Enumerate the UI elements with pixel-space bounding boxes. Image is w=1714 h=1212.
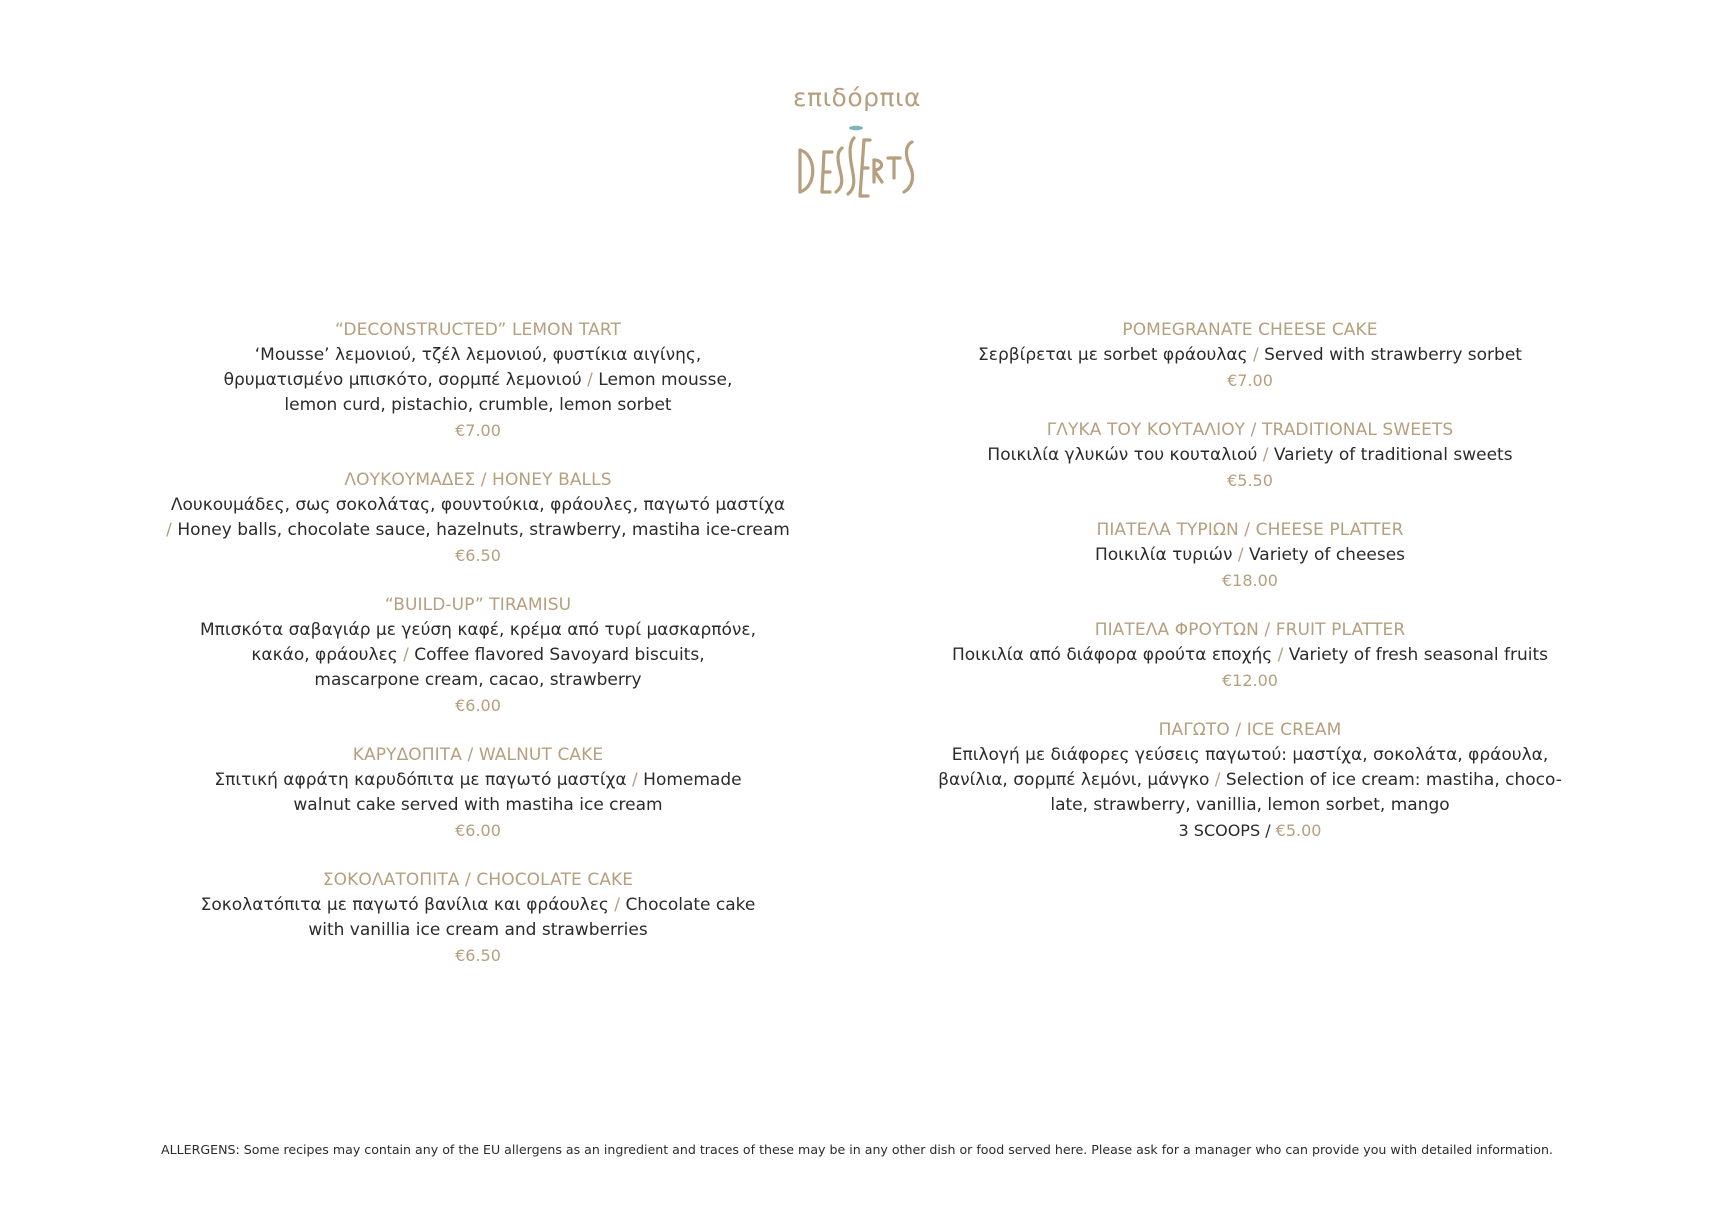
- item-title: ΚΑΡΥΔΟΠΙΤΑ / WALNUT CAKE: [352, 745, 604, 765]
- item-description: [128, 618, 828, 693]
- item-description: [128, 493, 828, 543]
- item-description: [900, 343, 1600, 368]
- menu-item: [128, 743, 828, 843]
- description-greek: Ποικιλία γλυκών του κουταλιού: [987, 445, 1258, 465]
- description-line: with vanillia ice cream and strawberries: [308, 920, 648, 940]
- item-title: ΠΙΑΤΕΛΑ ΤΥΡΙΩΝ / CHEESE PLATTER: [1096, 520, 1404, 540]
- menu-header: [0, 82, 1714, 198]
- item-description: [900, 443, 1600, 468]
- description-separator: /: [1214, 770, 1221, 790]
- description-english: Chocolate cake: [625, 895, 756, 915]
- description-greek: Ποικιλία τυριών: [1094, 545, 1233, 565]
- description-english: Variety of fresh seasonal fruits: [1288, 645, 1548, 665]
- description-line: [900, 768, 1600, 793]
- menu-item: [128, 318, 828, 443]
- description-line: [128, 893, 828, 918]
- menu-item: [900, 518, 1600, 593]
- description-english: Variety of traditional sweets: [1273, 445, 1513, 465]
- description-separator: /: [587, 370, 593, 390]
- description-line: lemon curd, pistachio, crumble, lemon sorbet: [284, 395, 672, 415]
- description-separator: /: [632, 770, 638, 790]
- item-title: ΛΟΥΚΟΥΜΑΔΕΣ / HONEY BALLS: [344, 470, 612, 490]
- description-line: late, strawberry, vanillia, lemon sorbet, mango: [1050, 795, 1450, 815]
- logo-lettering: [800, 138, 912, 196]
- menu-item: [128, 468, 828, 568]
- description-line: [128, 768, 828, 793]
- menu-item: [128, 593, 828, 718]
- menu-item: [900, 418, 1600, 493]
- menu-item: [128, 868, 828, 968]
- description-separator: /: [1262, 445, 1269, 465]
- description-line: [128, 518, 828, 543]
- item-price: €7.00: [455, 421, 501, 440]
- description-line: [900, 643, 1600, 668]
- item-title: ΓΛΥΚΑ ΤΟΥ ΚΟΥΤΑΛΙΟΥ / TRADITIONAL SWEETS: [1046, 420, 1454, 440]
- description-separator: /: [403, 645, 409, 665]
- allergens-notice: ALLERGENS: Some recipes may contain any of the EU allergens as an ingredient and traces of these may be in any other dish or food served here. Please ask for a manager who can provide you with detailed information.: [161, 1142, 1553, 1157]
- description-separator: /: [614, 895, 621, 915]
- desserts-logo: [794, 122, 920, 198]
- item-title: “DECONSTRUCTED” LEMON TART: [335, 320, 621, 340]
- item-price: €6.00: [455, 821, 501, 840]
- item-price: €18.00: [1222, 571, 1278, 590]
- description-greek: Σπιτική αφράτη καρυδόπιτα με παγωτό μαστίχα: [214, 770, 627, 790]
- description-greek: βανίλια, σορμπέ λεμόνι, μάνγκο: [938, 770, 1210, 790]
- description-separator: /: [1277, 645, 1284, 665]
- item-price: €12.00: [1222, 671, 1278, 690]
- scoops-label: 3 SCOOPS /: [1178, 821, 1271, 840]
- description-line: Μπισκότα σαβαγιάρ με γεύση καφέ, κρέμα από τυρί μασκαρπόνε,: [199, 620, 757, 640]
- left-menu-column: [128, 318, 828, 993]
- item-price: €7.00: [1227, 371, 1273, 390]
- description-line: mascarpone cream, cacao, strawberry: [314, 670, 642, 690]
- item-price: €6.50: [455, 946, 501, 965]
- item-price: €5.50: [1227, 471, 1273, 490]
- description-line: [900, 443, 1600, 468]
- description-line: Λουκουμάδες, σως σοκολάτας, φουντούκια, φράουλες, παγωτό μαστίχα: [170, 495, 786, 515]
- description-english: Lemon mousse,: [598, 370, 733, 390]
- menu-item: [900, 618, 1600, 693]
- menu-item: [900, 318, 1600, 393]
- description-english: Honey balls, chocolate sauce, hazelnuts, strawberry, mastiha ice-cream: [177, 520, 790, 540]
- item-description: [900, 543, 1600, 568]
- menu-item: [900, 718, 1600, 843]
- item-price: €6.50: [455, 546, 501, 565]
- description-line: ‘Mousse’ λεμονιού, τζέλ λεμονιού, φυστίκια αιγίνης,: [254, 345, 702, 365]
- description-line: [128, 368, 828, 393]
- description-greek: Σερβίρεται με sorbet φράουλας: [978, 345, 1248, 365]
- item-title: ΠΙΑΤΕΛΑ ΦΡΟΥΤΩΝ / FRUIT PLATTER: [1094, 620, 1406, 640]
- item-description: [128, 343, 828, 418]
- description-greek: Σοκολατόπιτα με παγωτό βανίλια και φράουλες: [200, 895, 609, 915]
- description-line: [900, 543, 1600, 568]
- item-description: [128, 893, 828, 943]
- description-greek: κακάο, φράουλες: [251, 645, 398, 665]
- description-english: Selection of ice cream: mastiha, choco-: [1225, 770, 1562, 790]
- item-title: ΣΟΚΟΛΑΤΟΠΙΤΑ / CHOCOLATE CAKE: [322, 870, 634, 890]
- item-description: [128, 768, 828, 818]
- description-separator: /: [166, 520, 172, 540]
- description-line: Επιλογή με διάφορες γεύσεις παγωτού: μαστίχα, σοκολάτα, φράουλα,: [951, 745, 1549, 765]
- description-line: [900, 343, 1600, 368]
- item-title: ΠΑΓΩΤΟ / ICE CREAM: [1158, 720, 1342, 740]
- item-price-row: [900, 818, 1600, 843]
- right-menu-column: [900, 318, 1600, 868]
- item-price: €6.00: [455, 696, 501, 715]
- item-price: €5.00: [1275, 821, 1322, 840]
- description-separator: /: [1253, 345, 1259, 365]
- item-description: [900, 743, 1600, 818]
- description-greek: θρυματισμένο μπισκότο, σορμπέ λεμονιού: [223, 370, 582, 390]
- description-english: Homemade: [643, 770, 742, 790]
- description-english: Variety of cheeses: [1249, 545, 1406, 565]
- description-line: [128, 643, 828, 668]
- description-line: walnut cake served with mastiha ice cream: [293, 795, 663, 815]
- item-description: [900, 643, 1600, 668]
- description-english: Coffee flavored Savoyard biscuits,: [414, 645, 705, 665]
- section-title-greek: επιδόρπια: [793, 83, 921, 112]
- description-separator: /: [1237, 545, 1244, 565]
- description-greek: Ποικιλία από διάφορα φρούτα εποχής: [951, 645, 1273, 665]
- logo-dot: [849, 126, 863, 131]
- item-title: POMEGRANATE CHEESE CAKE: [1122, 320, 1378, 340]
- description-english: Served with strawberry sorbet: [1264, 345, 1522, 365]
- item-title: “BUILD-UP” TIRAMISU: [384, 595, 572, 615]
